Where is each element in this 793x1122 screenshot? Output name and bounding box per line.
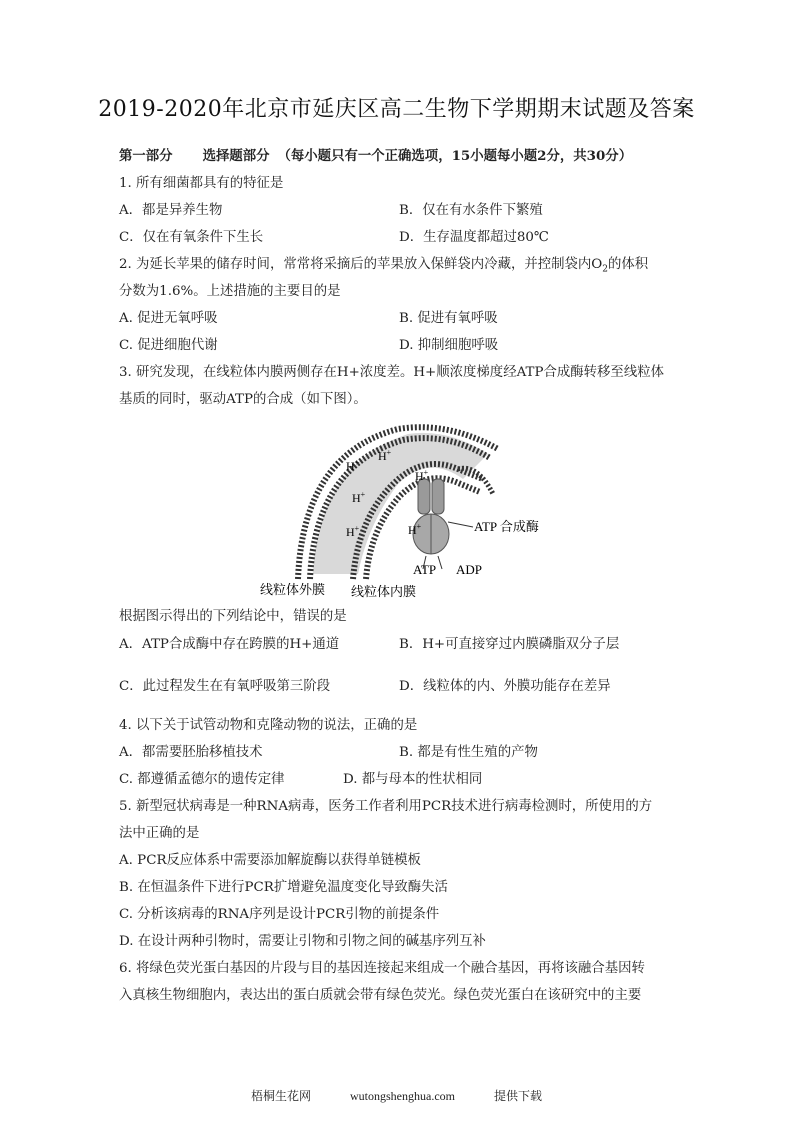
page-footer <box>0 1087 793 1104</box>
q1-option-a: A．都是异养生物 <box>119 203 223 218</box>
q1-stem: 1. 所有细菌都具有的特征是 <box>119 176 284 191</box>
q5-option-a: A. PCR反应体系中需要添加解旋酶以获得单链模板 <box>119 853 421 868</box>
q2-stem-line1 <box>119 253 648 275</box>
h-ion-label: H+ <box>346 524 360 539</box>
q2-option-b: B. 促进有氧呼吸 <box>399 311 498 326</box>
q2-option-d: D. 抑制细胞呼吸 <box>399 338 499 353</box>
q1-option-d: D．生存温度都超过80℃ <box>399 230 549 245</box>
adp-label: ADP <box>456 562 483 577</box>
q6-stem-line1: 6. 将绿色荧光蛋白基因的片段与目的基因连接起来组成一个融合基因，再将该融合基因转 <box>119 961 645 976</box>
q6-stem-line2: 入真核生物细胞内，表达出的蛋白质就会带有绿色荧光。绿色荧光蛋白在该研究中的主要 <box>119 988 642 1003</box>
q5-stem-line1: 5. 新型冠状病毒是一种RNA病毒，医务工作者利用PCR技术进行病毒检测时，所使用的方 <box>119 799 653 814</box>
atp-label: ATP <box>413 562 437 577</box>
q2-subscript: 2 <box>602 264 609 275</box>
h-ion-label: H+ <box>346 458 360 473</box>
footer-download: 提供下载 <box>493 1089 542 1103</box>
inner-membrane-label: 线粒体内膜 <box>351 585 417 600</box>
q2-stem-text: 2. 为延长苹果的储存时间，常常将采摘后的苹果放入保鲜袋内冷藏，并控制袋内O <box>119 257 603 272</box>
footer-url[interactable]: wutongshenghua.com <box>350 1089 455 1103</box>
q4-stem: 4. 以下关于试管动物和克隆动物的说法，正确的是 <box>119 718 418 733</box>
q4-option-c: C. 都遵循孟德尔的遗传定律 <box>119 772 285 787</box>
h-ion-label: H+ <box>378 448 392 463</box>
q2-stem-line2: 分数为1.6%。上述措施的主要目的是 <box>119 284 341 299</box>
q2-option-a: A. 促进无氧呼吸 <box>119 311 218 326</box>
q3-stem-line1: 3. 研究发现，在线粒体内膜两侧存在H+浓度差。H+顺浓度梯度经ATP合成酶转移至线粒体 <box>119 365 664 380</box>
footer-site-name: 梧桐生花网 <box>250 1089 311 1103</box>
section-label: 第一部分 <box>119 148 173 164</box>
q1-option-c: C．仅在有氧条件下生长 <box>119 230 264 245</box>
atp-synthase <box>413 479 473 569</box>
intermembrane-space <box>313 433 488 574</box>
q5-option-d: D. 在设计两种引物时，需要让引物和引物之间的碱基序列互补 <box>119 934 486 949</box>
q4-option-a: A．都需要胚胎移植技术 <box>119 745 263 760</box>
q2-stem-end: 的体积 <box>608 257 649 272</box>
section-heading <box>119 145 632 164</box>
mitochondria-membrane-diagram <box>258 424 558 604</box>
q5-option-c: C. 分析该病毒的RNA序列是设计PCR引物的前提条件 <box>119 907 440 922</box>
q5-stem-line2: 法中正确的是 <box>119 826 200 841</box>
q5-option-b: B. 在恒温条件下进行PCR扩增避免温度变化导致酶失活 <box>119 880 448 895</box>
outer-membrane-label: 线粒体外膜 <box>260 583 326 598</box>
q1-option-b: B．仅在有水条件下繁殖 <box>399 203 543 218</box>
page-title: 2019-2020年北京市延庆区高二生物下学期期末试题及答案 <box>98 97 695 122</box>
q3-option-b: B．H+可直接穿过内膜磷脂双分子层 <box>399 637 620 652</box>
q3-option-a: A．ATP合成酶中存在跨膜的H+通道 <box>119 637 340 652</box>
q3-option-d: D．线粒体的内、外膜功能存在差异 <box>399 679 611 694</box>
q2-option-c: C. 促进细胞代谢 <box>119 338 218 353</box>
q4-option-b: B. 都是有性生殖的产物 <box>399 745 538 760</box>
section-note: （每小题只有一个正确选项，15小题每小题2分，共30分） <box>277 148 633 164</box>
h-ion-label: H+ <box>415 468 429 483</box>
h-ion-label: H+ <box>408 522 422 537</box>
q3-prompt: 根据图示得出的下列结论中，错误的是 <box>119 609 347 624</box>
q4-option-d: D. 都与母本的性状相同 <box>343 772 483 787</box>
h-ion-label: H+ <box>352 490 366 505</box>
atp-synthase-label: ATP 合成酶 <box>474 519 539 534</box>
section-name: 选择题部分 <box>202 148 270 164</box>
q3-option-c: C．此过程发生在有氧呼吸第三阶段 <box>119 679 331 694</box>
q3-stem-line2: 基质的同时，驱动ATP的合成（如下图）。 <box>119 392 367 407</box>
